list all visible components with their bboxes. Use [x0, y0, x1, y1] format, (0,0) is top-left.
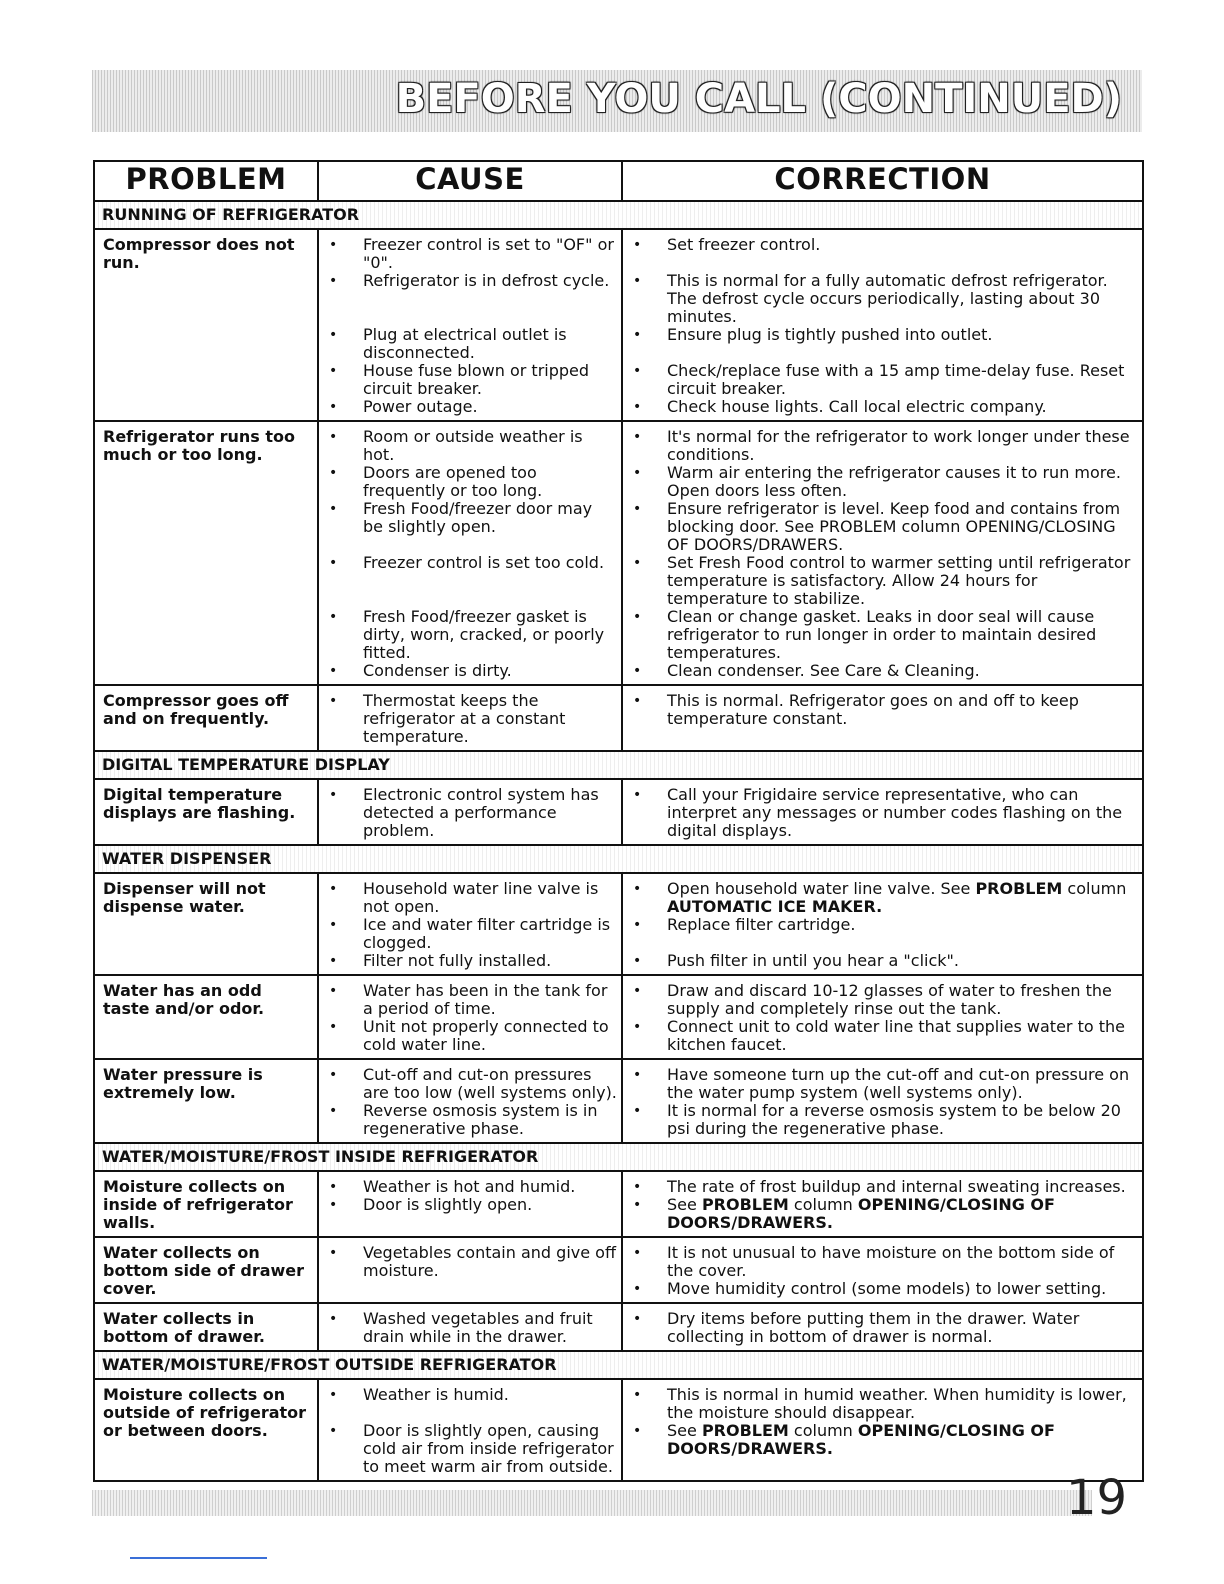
cause-cell: [318, 1171, 622, 1237]
correction-item: • This is normal for a fully automatic defrost refrigerator. The defrost cycle occurs periodically, lasting about 30 minutes.: [629, 272, 1138, 326]
cause-header: CAUSE: [318, 161, 622, 201]
cause-item: • Household water line valve is not open.: [325, 880, 617, 916]
table-row: [94, 1237, 1143, 1303]
correction-item: • Open household water line valve. See PROBLEM column AUTOMATIC ICE MAKER.: [629, 880, 1138, 916]
footer-bar: [92, 1490, 1092, 1516]
correction-item: • Have someone turn up the cut-off and cut-on pressure on the water pump system (well systems only).: [629, 1066, 1138, 1102]
cause-item: • Doors are opened too frequently or too long.: [325, 464, 617, 500]
correction-item: • Check house lights. Call local electric company.: [629, 398, 1138, 416]
correction-item: • See PROBLEM column OPENING/CLOSING OF DOORS/DRAWERS.: [629, 1422, 1138, 1458]
cause-item: • Fresh Food/freezer gasket is dirty, worn, cracked, or poorly fitted.: [325, 608, 617, 662]
problem-cell: Water collects in bottom of drawer.: [94, 1303, 318, 1351]
cause-item: • Filter not fully installed.: [325, 952, 617, 970]
correction-cell: [622, 1171, 1143, 1237]
cause-item: • House fuse blown or tripped circuit breaker.: [325, 362, 617, 398]
cause-item: • Power outage.: [325, 398, 617, 416]
table-row: [94, 779, 1143, 845]
divider: [130, 1557, 267, 1559]
cause-item: • Plug at electrical outlet is disconnected.: [325, 326, 617, 362]
correction-item: • It is normal for a reverse osmosis system to be below 20 psi during the regenerative phase.: [629, 1102, 1138, 1138]
cause-item: • Weather is hot and humid.: [325, 1178, 617, 1196]
page-banner: [92, 70, 1142, 132]
cause-cell: [318, 975, 622, 1059]
section-heading: WATER/MOISTURE/FROST INSIDE REFRIGERATOR: [94, 1143, 1143, 1171]
correction-item: • Set Fresh Food control to warmer setting until refrigerator temperature is satisfactory. Allow 24 hours for temperature to stabilize.: [629, 554, 1138, 608]
table-row: [94, 873, 1143, 975]
problem-cell: Water has an odd taste and/or odor.: [94, 975, 318, 1059]
cause-item: • Door is slightly open.: [325, 1196, 617, 1214]
problem-cell: Compressor does not run.: [94, 229, 318, 421]
cause-cell: [318, 1237, 622, 1303]
section-heading: RUNNING OF REFRIGERATOR: [94, 201, 1143, 229]
correction-cell: [622, 685, 1143, 751]
cause-item: • Weather is humid.: [325, 1386, 617, 1404]
cause-item: • Ice and water filter cartridge is clogged.: [325, 916, 617, 952]
correction-cell: [622, 1237, 1143, 1303]
problem-cell: Compressor goes off and on frequently.: [94, 685, 318, 751]
correction-cell: [622, 1059, 1143, 1143]
page-title: BEFORE YOU CALL (CONTINUED): [395, 76, 1122, 122]
cause-item: • Electronic control system has detected a performance problem.: [325, 786, 617, 840]
cause-cell: [318, 1303, 622, 1351]
correction-cell: [622, 421, 1143, 685]
cause-item: • Door is slightly open, causing cold air from inside refrigerator to meet warm air from outside.: [325, 1422, 617, 1476]
cause-item: • Freezer control is set to "OF" or "0".: [325, 236, 617, 272]
correction-item: • Set freezer control.: [629, 236, 1138, 254]
correction-item: • Ensure refrigerator is level. Keep food and contains from blocking door. See PROBLEM column OPENING/CLOSING OF DOORS/DRAWERS.: [629, 500, 1138, 554]
correction-cell: [622, 1303, 1143, 1351]
table-row: [94, 685, 1143, 751]
cause-cell: [318, 1379, 622, 1481]
correction-item: • Warm air entering the refrigerator causes it to run more. Open doors less often.: [629, 464, 1138, 500]
correction-item: • Ensure plug is tightly pushed into outlet.: [629, 326, 1138, 344]
correction-item: • Draw and discard 10-12 glasses of water to freshen the supply and completely rinse out the tank.: [629, 982, 1138, 1018]
cause-item: • Reverse osmosis system is in regenerative phase.: [325, 1102, 617, 1138]
correction-item: • This is normal. Refrigerator goes on and off to keep temperature constant.: [629, 692, 1138, 728]
correction-item: • Move humidity control (some models) to lower setting.: [629, 1280, 1138, 1298]
correction-cell: [622, 975, 1143, 1059]
section-heading: WATER/MOISTURE/FROST OUTSIDE REFRIGERATOR: [94, 1351, 1143, 1379]
table-row: [94, 1059, 1143, 1143]
table-row: [94, 421, 1143, 685]
cause-item: • Freezer control is set too cold.: [325, 554, 617, 572]
troubleshooting-table: [93, 160, 1144, 1482]
correction-cell: [622, 229, 1143, 421]
problem-cell: Moisture collects on inside of refrigerator walls.: [94, 1171, 318, 1237]
correction-item: • The rate of frost buildup and internal sweating increases.: [629, 1178, 1138, 1196]
section-heading: DIGITAL TEMPERATURE DISPLAY: [94, 751, 1143, 779]
header-row: [94, 161, 1143, 201]
correction-item: • Check/replace fuse with a 15 amp time-delay fuse. Reset circuit breaker.: [629, 362, 1138, 398]
correction-item: • Push filter in until you hear a "click".: [629, 952, 1138, 970]
correction-item: • Replace filter cartridge.: [629, 916, 1138, 934]
cause-item: • Condenser is dirty.: [325, 662, 617, 680]
correction-cell: [622, 1379, 1143, 1481]
cause-item: • Cut-off and cut-on pressures are too low (well systems only).: [325, 1066, 617, 1102]
problem-header: PROBLEM: [94, 161, 318, 201]
problem-cell: Moisture collects on outside of refrigerator or between doors.: [94, 1379, 318, 1481]
problem-cell: Digital temperature displays are flashing.: [94, 779, 318, 845]
problem-cell: Refrigerator runs too much or too long.: [94, 421, 318, 685]
problem-cell: Water collects on bottom side of drawer cover.: [94, 1237, 318, 1303]
table-row: [94, 975, 1143, 1059]
cause-cell: [318, 1059, 622, 1143]
cause-item: • Room or outside weather is hot.: [325, 428, 617, 464]
correction-item: • Clean or change gasket. Leaks in door seal will cause refrigerator to run longer in order to maintain desired temperatures.: [629, 608, 1138, 662]
correction-item: • It is not unusual to have moisture on the bottom side of the cover.: [629, 1244, 1138, 1280]
correction-item: • Call your Frigidaire service representative, who can interpret any messages or number codes flashing on the digital displays.: [629, 786, 1138, 840]
cause-item: • Washed vegetables and fruit drain while in the drawer.: [325, 1310, 617, 1346]
cause-cell: [318, 873, 622, 975]
cause-item: • Unit not properly connected to cold water line.: [325, 1018, 617, 1054]
page-number: 19: [1066, 1470, 1128, 1526]
cause-cell: [318, 421, 622, 685]
table-row: [94, 229, 1143, 421]
correction-cell: [622, 873, 1143, 975]
table-row: [94, 1379, 1143, 1481]
correction-item: • Dry items before putting them in the drawer. Water collecting in bottom of drawer is normal.: [629, 1310, 1138, 1346]
cause-cell: [318, 685, 622, 751]
cause-item: • Water has been in the tank for a period of time.: [325, 982, 617, 1018]
correction-item: • Clean condenser. See Care & Cleaning.: [629, 662, 1138, 680]
cause-cell: [318, 229, 622, 421]
section-heading: WATER DISPENSER: [94, 845, 1143, 873]
table-row: [94, 1303, 1143, 1351]
cause-item: • Fresh Food/freezer door may be slightly open.: [325, 500, 617, 536]
correction-item: • Connect unit to cold water line that supplies water to the kitchen faucet.: [629, 1018, 1138, 1054]
correction-cell: [622, 779, 1143, 845]
table-row: [94, 1171, 1143, 1237]
cause-item: • Thermostat keeps the refrigerator at a constant temperature.: [325, 692, 617, 746]
correction-header: CORRECTION: [622, 161, 1143, 201]
problem-cell: Dispenser will not dispense water.: [94, 873, 318, 975]
correction-item: • It's normal for the refrigerator to work longer under these conditions.: [629, 428, 1138, 464]
cause-item: • Vegetables contain and give off moisture.: [325, 1244, 617, 1280]
cause-cell: [318, 779, 622, 845]
problem-cell: Water pressure is extremely low.: [94, 1059, 318, 1143]
correction-item: • This is normal in humid weather. When humidity is lower, the moisture should disappear.: [629, 1386, 1138, 1422]
cause-item: • Refrigerator is in defrost cycle.: [325, 272, 617, 290]
correction-item: • See PROBLEM column OPENING/CLOSING OF DOORS/DRAWERS.: [629, 1196, 1138, 1232]
